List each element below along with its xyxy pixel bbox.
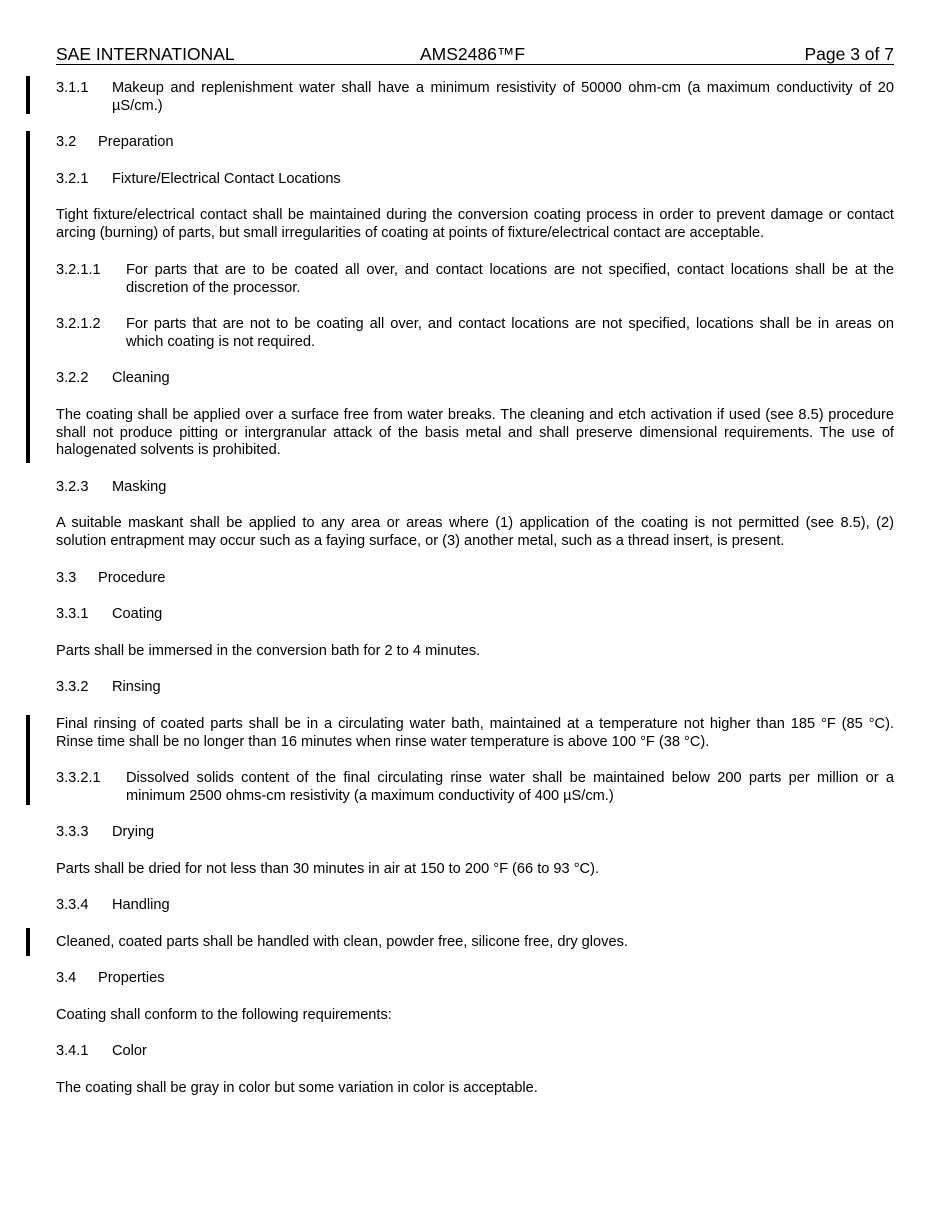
- paragraph-3-4-1: The coating shall be gray in color but some variation in color is acceptable.: [56, 1080, 538, 1096]
- section-text: For parts that are to be coated all over, and contact locations are not specified, contact locations shall be at the discretion of the processor.: [126, 262, 894, 296]
- section-number: 3.3.4: [56, 897, 89, 913]
- section-heading-3-3-3: [56, 824, 894, 842]
- change-bar: [26, 76, 30, 114]
- section-title: Coating: [112, 606, 163, 622]
- section-heading-3-3-1: [56, 606, 894, 624]
- paragraph-3-3-2: Final rinsing of coated parts shall be in a circulating water bath, maintained at a temperature not higher than 185 °F (85 °C). Rinse time shall be no longer than 16 minutes when rinse water temperature is above 100 °F (38 °C).: [56, 716, 894, 750]
- change-bar: [26, 715, 30, 805]
- section-number: 3.4.1: [56, 1043, 89, 1059]
- section-title: Masking: [112, 479, 167, 495]
- page-header: [56, 44, 894, 65]
- section-text: Dissolved solids content of the final circulating rinse water shall be maintained below 200 parts per million or a minimum 2500 ohms-cm resistivity (a maximum conductivity of 400 µS/cm.): [126, 770, 894, 804]
- section-heading-3-4-1: [56, 1043, 894, 1061]
- section-heading-3-3-2: [56, 679, 894, 697]
- section-title: Preparation: [98, 134, 174, 150]
- section-3-2-1-1: [56, 262, 894, 297]
- section-number: 3.1.1: [56, 80, 89, 96]
- section-number: 3.2: [56, 134, 77, 150]
- section-title: Procedure: [98, 570, 166, 586]
- section-number: 3.2.1: [56, 171, 89, 187]
- change-bar: [26, 131, 30, 463]
- section-heading-3-4: [56, 970, 894, 988]
- paragraph-3-4: Coating shall conform to the following requirements:: [56, 1007, 392, 1023]
- section-text: For parts that are not to be coating all over, and contact locations are not specified, locations shall be in areas on which coating is not required.: [126, 316, 894, 350]
- paragraph-3-2-3: A suitable maskant shall be applied to any area or areas where (1) application of the coating is not permitted (see 8.5), (2) solution entrapment may occur such as a faying surface, or (3) another metal, such as a thread insert, is present.: [56, 515, 894, 549]
- section-title: Drying: [112, 824, 155, 840]
- section-3-2-1-2: [56, 316, 894, 351]
- paragraph-3-2-2: The coating shall be applied over a surface free from water breaks. The cleaning and etch activation if used (see 8.5) procedure shall not produce pitting or intergranular attack of the basis metal and shall preserve dimensional requirements. The use of halogenated solvents is prohibited.: [56, 407, 894, 458]
- header-page-number: Page 3 of 7: [804, 44, 894, 64]
- section-heading-3-3-4: [56, 897, 894, 915]
- section-number: 3.3.1: [56, 606, 89, 622]
- section-number: 3.4: [56, 970, 77, 986]
- paragraph-3-2-1: Tight fixture/electrical contact shall be maintained during the conversion coating process in order to prevent damage or contact arcing (burning) of parts, but small irregularities of coating at points of fixture/electrical contact are acceptable.: [56, 207, 894, 241]
- section-number: 3.3.2.1: [56, 770, 101, 786]
- section-title: Handling: [112, 897, 170, 913]
- section-3-3-2-1: [56, 770, 894, 805]
- section-title: Properties: [98, 970, 165, 986]
- section-title: Fixture/Electrical Contact Locations: [112, 171, 341, 187]
- section-number: 3.3.2: [56, 679, 89, 695]
- section-3-1-1: [56, 80, 894, 115]
- section-heading-3-2-1: [56, 171, 894, 189]
- paragraph-3-3-1: Parts shall be immersed in the conversion bath for 2 to 4 minutes.: [56, 643, 481, 659]
- header-document-number: AMS2486™F: [420, 44, 526, 64]
- section-number: 3.2.2: [56, 370, 89, 386]
- section-title: Cleaning: [112, 370, 170, 386]
- section-text: Makeup and replenishment water shall have a minimum resistivity of 50000 ohm-cm (a maximum conductivity of 20 µS/cm.): [112, 80, 894, 114]
- section-number: 3.2.1.2: [56, 316, 101, 332]
- paragraph-3-3-3: Parts shall be dried for not less than 30 minutes in air at 150 to 200 °F (66 to 93 °C).: [56, 861, 600, 877]
- section-number: 3.2.1.1: [56, 262, 101, 278]
- section-title: Color: [112, 1043, 147, 1059]
- header-organization: SAE INTERNATIONAL: [56, 44, 235, 64]
- section-number: 3.3.3: [56, 824, 89, 840]
- section-heading-3-2-2: [56, 370, 894, 388]
- section-number: 3.2.3: [56, 479, 89, 495]
- section-number: 3.3: [56, 570, 77, 586]
- section-heading-3-3: [56, 570, 894, 588]
- section-heading-3-2: [56, 134, 894, 152]
- section-heading-3-2-3: [56, 479, 894, 497]
- change-bar: [26, 928, 30, 956]
- paragraph-3-3-4: Cleaned, coated parts shall be handled with clean, powder free, silicone free, dry gloves.: [56, 934, 628, 950]
- section-title: Rinsing: [112, 679, 161, 695]
